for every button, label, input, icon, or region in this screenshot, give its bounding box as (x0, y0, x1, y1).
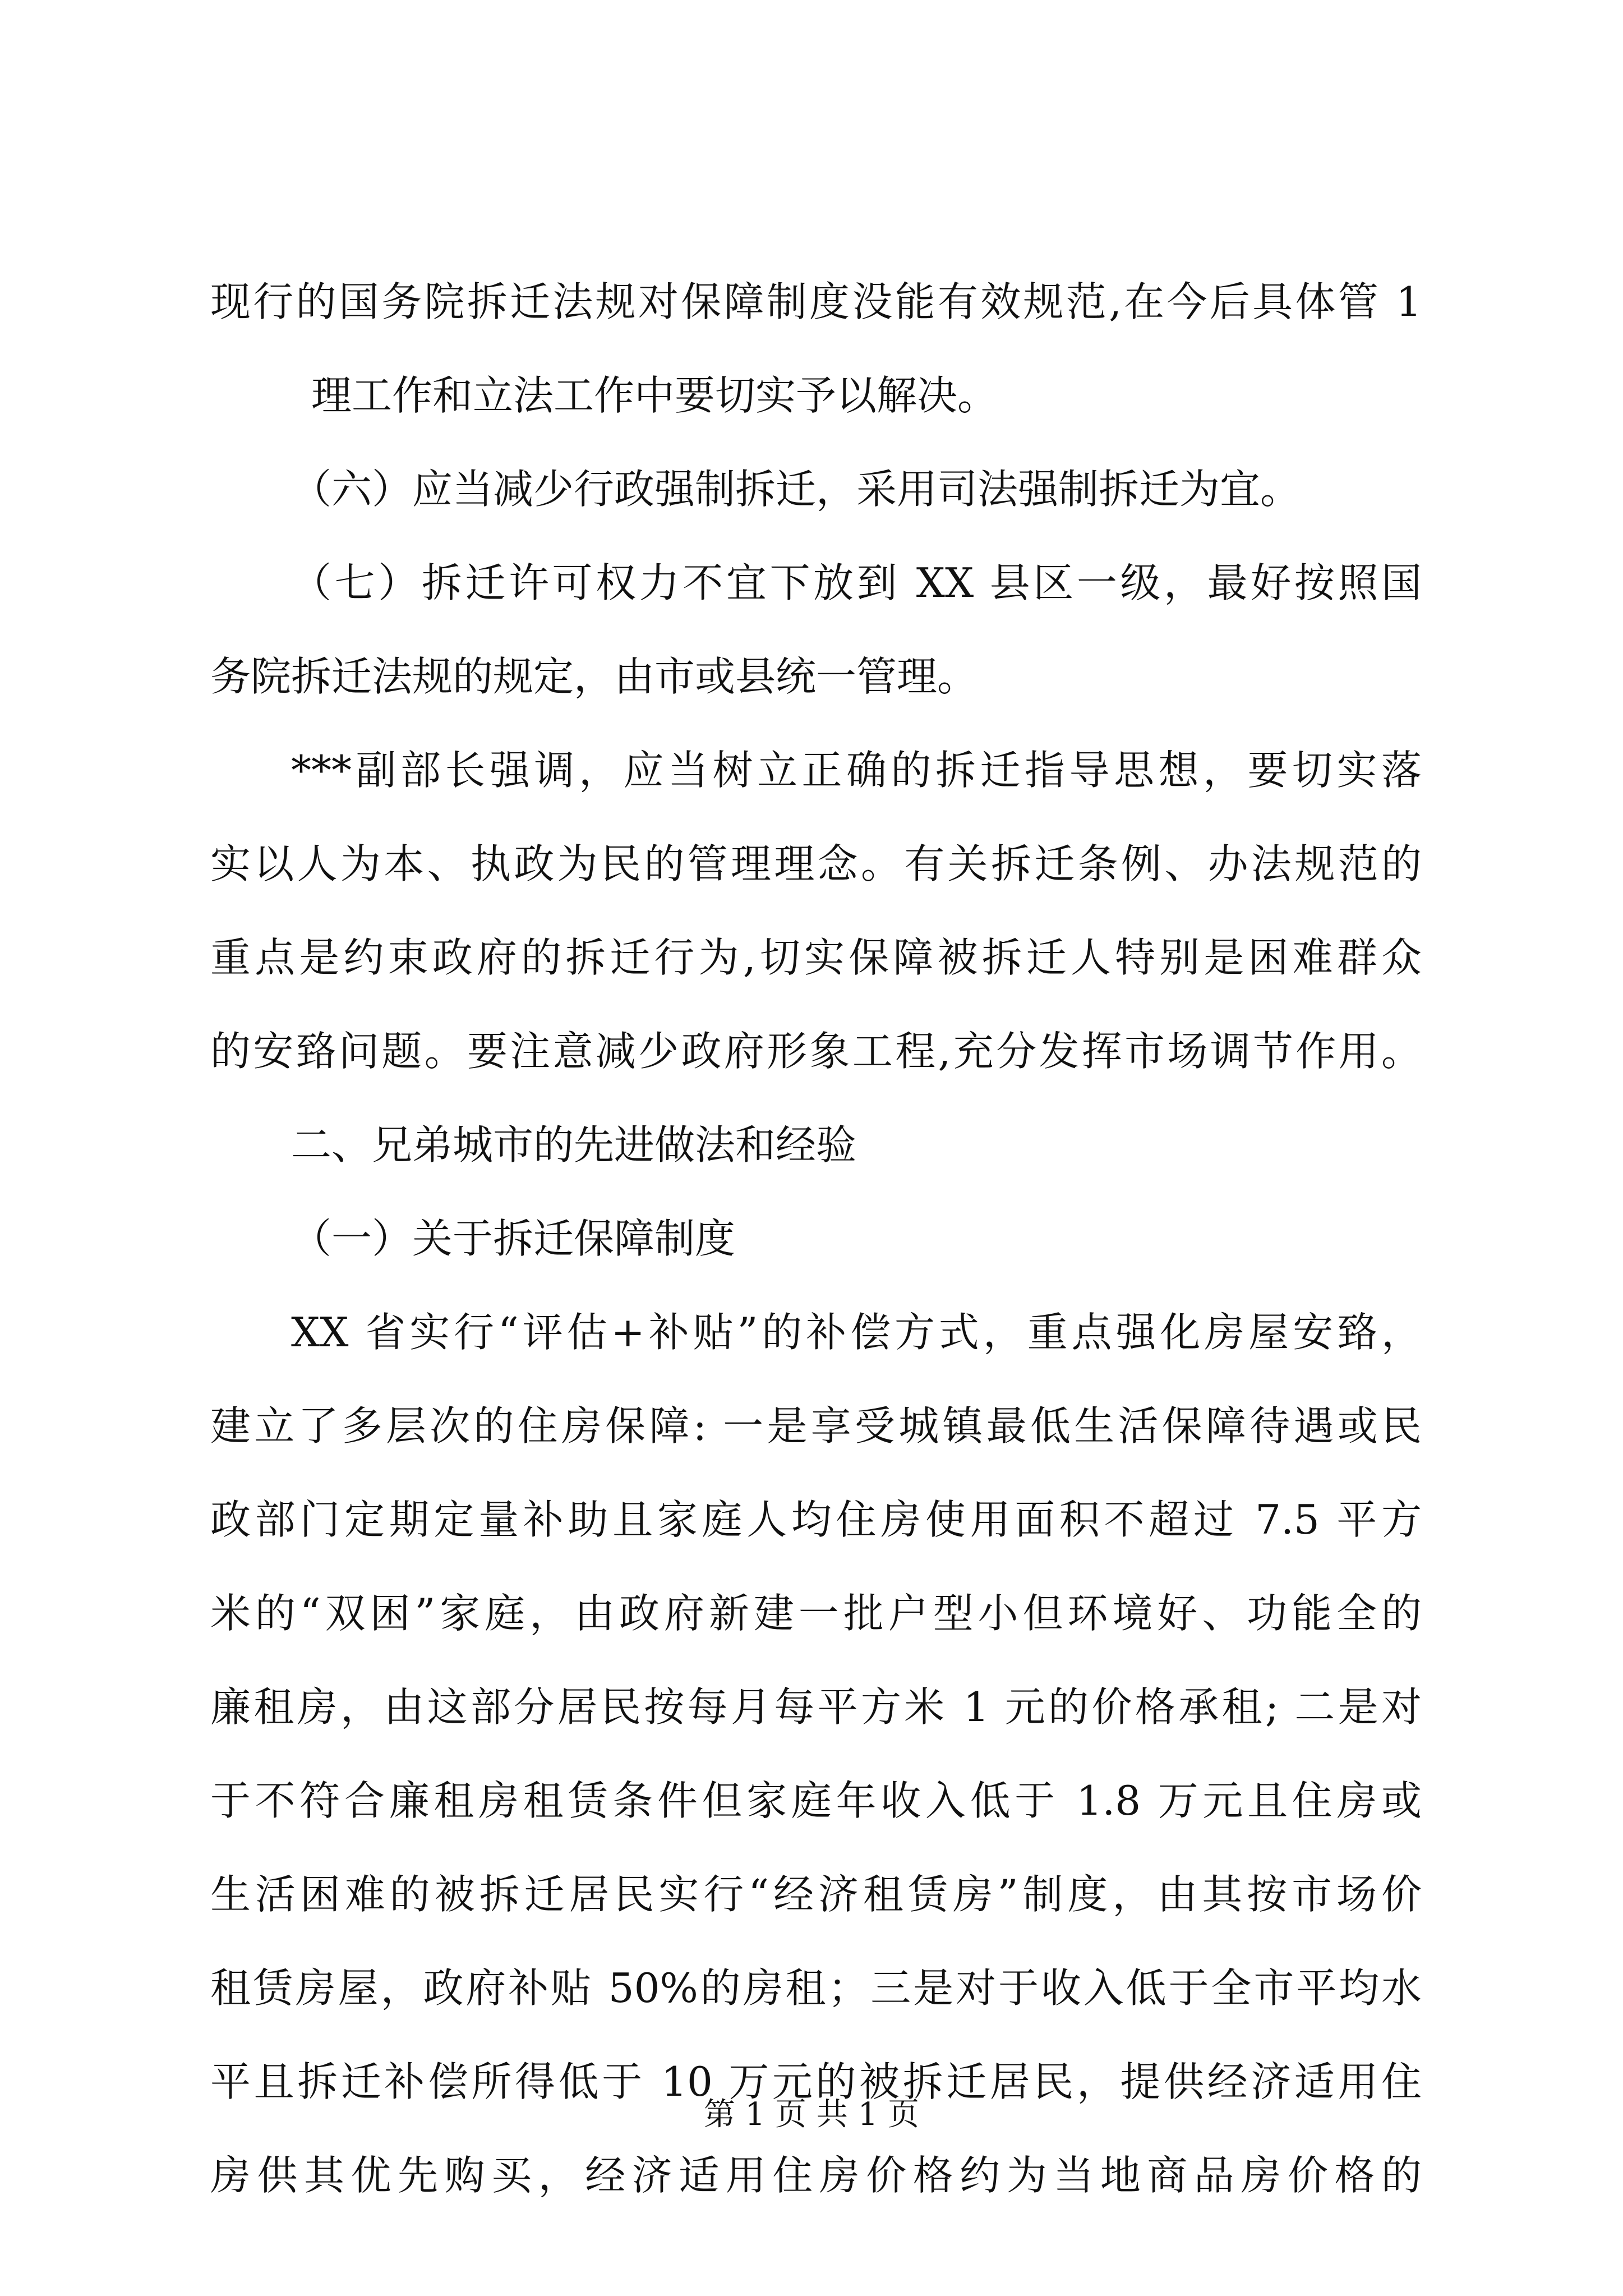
text-line: 重点是约束政府的拆迁行为,切实保障被拆迁人特别是困难群众 (210, 934, 1422, 981)
text-line: 生活困难的被拆迁居民实行“经济租赁房”制度，由其按市场价 (210, 1871, 1422, 1918)
text-line: ***副部长强调，应当树立正确的拆迁指导思想，要切实落 (291, 747, 1422, 794)
text-line: 于不符合廉租房租赁条件但家庭年收入低于 1.8 万元且住房或 (210, 1777, 1422, 1824)
text-line: 现行的国务院拆迁法规对保障制度没能有效规范,在今后具体管 1 (210, 278, 1422, 325)
text-line: 理工作和立法工作中要切实予以解决。 (311, 372, 998, 419)
text-line: 的安臵问题。要注意减少政府形象工程,充分发挥市场调节作用。 (210, 1028, 1422, 1075)
page-number-footer: 第 1 页 共 1 页 (703, 2096, 920, 2133)
text-line: 实以人为本、执政为民的管理理念。有关拆迁条例、办法规范的 (210, 840, 1422, 887)
text-line: （七）拆迁许可权力不宜下放到 XX 县区一级，最好按照国 (291, 559, 1422, 606)
text-line: 政部门定期定量补助且家庭人均住房使用面积不超过 7.5 平方 (210, 1496, 1422, 1543)
text-line: 廉租房，由这部分居民按每月每平方米 1 元的价格承租; 二是对 (210, 1683, 1422, 1731)
text-line: 平且拆迁补偿所得低于 10 万元的被拆迁居民，提供经济适用住 (210, 2058, 1422, 2105)
text-line: 房供其优先购买，经济适用住房价格约为当地商品房价格的 (210, 2152, 1422, 2199)
section-heading: 二、兄弟城市的先进做法和经验 (291, 1121, 857, 1168)
text-line: 租赁房屋，政府补贴 50%的房租；三是对于收入低于全市平均水 (210, 1964, 1422, 2012)
text-line: XX 省实行“评估+补贴”的补偿方式，重点强化房屋安臵， (291, 1309, 1422, 1356)
subsection-heading: （一）关于拆迁保障制度 (291, 1215, 736, 1262)
text-line: 务院拆迁法规的规定，由市或县统一管理。 (210, 653, 978, 700)
text-line: 建立了多层次的住房保障: 一是享受城镇最低生活保障待遇或民 (210, 1402, 1422, 1450)
document-body (210, 255, 1422, 2223)
text-line: 米的“双困”家庭，由政府新建一批户型小但环境好、功能全的 (210, 1590, 1422, 1637)
text-line: （六）应当减少行政强制拆迁，采用司法强制拆迁为宜。 (291, 466, 1301, 513)
